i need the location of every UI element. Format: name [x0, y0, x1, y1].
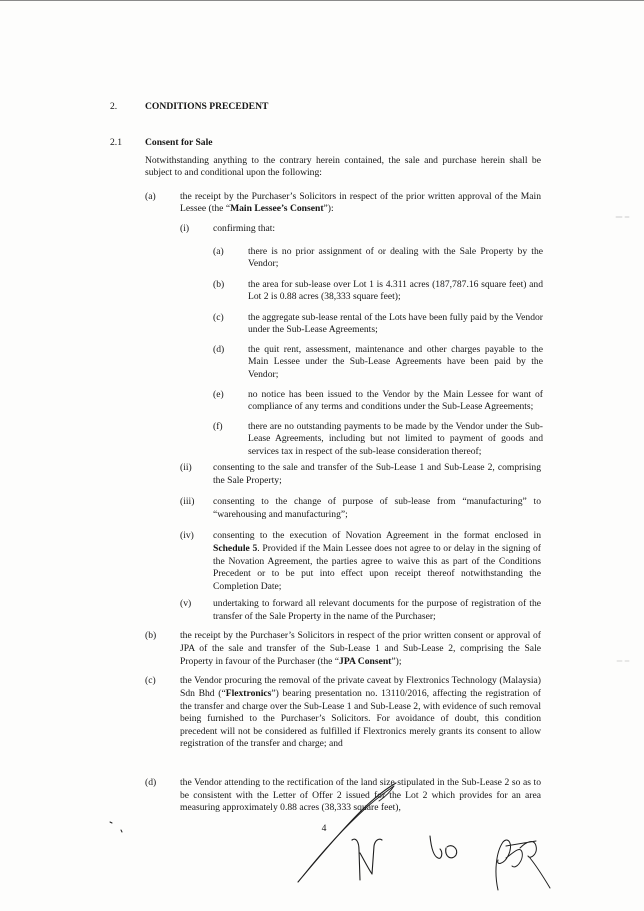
confirmation-item-f-text: there are no outstanding payments to be made by the Vendor under the Sub-Lease Agreements, including but not limited to payment of goods and services tax in respect of the sub-lease consideration thereof;: [248, 420, 543, 457]
confirmation-item-b-label: (b): [213, 278, 225, 290]
item-iv-text: [213, 530, 541, 593]
item-i-label: (i): [180, 222, 190, 234]
confirmation-item-d: [0, 344, 644, 382]
page-number: 4: [321, 823, 327, 834]
confirmation-item-c: [0, 312, 644, 337]
condition-a-label: (a): [145, 190, 156, 202]
condition-b: [0, 630, 644, 668]
item-i-text: confirming that:: [213, 222, 276, 234]
condition-c-label: (c): [145, 675, 156, 687]
condition-d: [0, 777, 644, 815]
clause-title: Consent for Sale: [145, 136, 213, 148]
confirmation-item-e-label: (e): [213, 388, 224, 400]
section-title: CONDITIONS PRECEDENT: [145, 100, 269, 112]
clause-intro: [0, 155, 644, 180]
condition-d-label: (d): [145, 776, 157, 788]
confirmation-item-a-text: there is no prior assignment of or dealing with the Sale Property by the Vendor;: [248, 245, 543, 270]
schedule-reference: Schedule 5: [213, 543, 258, 555]
confirmation-item-a: [0, 246, 644, 271]
condition-c: [0, 675, 644, 751]
confirmation-item-c-text: the aggregate sub-lease rental of the Lots have been fully paid by the Vendor under the Sub-Lease Agreements;: [248, 311, 543, 336]
clause-intro-text: Notwithstanding anything to the contrary herein contained, the sale and purchase herein shall be subject to and conditional upon the following:: [145, 154, 541, 179]
confirmation-item-d-label: (d): [213, 343, 225, 355]
item-iv-text-start: consenting to the execution of Novation Agreement in the format enclosed in: [213, 530, 541, 542]
condition-a-text: [180, 191, 541, 216]
confirmation-item-e: [0, 389, 644, 414]
confirmation-item-d-text: the quit rent, assessment, maintenance and other charges payable to the Main Lessee under the Sub-Lease Agreements have been paid by the Vendor;: [248, 343, 543, 380]
item-iii-label: (iii): [180, 496, 195, 508]
condition-a-item-v: [0, 598, 644, 623]
item-ii-text: consenting to the sale and transfer of the Sub-Lease 1 and Sub-Lease 2, comprising the Sale Property;: [213, 462, 541, 487]
defined-term-main-lessee-consent: Main Lessee’s Consent: [230, 203, 324, 215]
condition-c-text-start: the Vendor procuring the removal of the private caveat by Flextronics Technology (Malaysia) Sdn Bhd (“: [180, 675, 541, 699]
signature-initial-n: [352, 839, 382, 880]
clause-heading: [0, 137, 644, 150]
confirmation-item-b: [0, 279, 644, 304]
condition-d-text: the Vendor attending to the rectification of the land size stipulated in the Sub-Lease 2 so as to be consistent with the Letter of Offer 2 issued for the Lot 2 which provides for an area measuring approximately 0.88 acres (38,333 square feet),: [180, 776, 541, 814]
section-heading: [0, 101, 644, 114]
confirmation-item-c-label: (c): [213, 311, 224, 323]
defined-term-flextronics: Flextronics: [225, 687, 272, 699]
confirmation-item-f: [0, 421, 644, 459]
scan-edge: [0, 0, 644, 1]
condition-a-item-iii: [0, 496, 644, 521]
item-v-text: undertaking to forward all relevant documents for the purpose of registration of the transfer of the Sale Property in the name of the Purchaser;: [213, 598, 541, 623]
item-ii-label: (ii): [180, 462, 192, 474]
document-body: [0, 101, 644, 815]
signature-scribble: [496, 840, 550, 890]
condition-b-text-end: ”);: [391, 655, 402, 667]
condition-a-item-i: [0, 223, 644, 236]
condition-c-text-end: ”) bearing presentation no. 13110/2016, affecting the registration of the transfer and charge over the Sub-Lease 1 and Sub-Lease 2, with evidence of such removal being furnished to the Purchaser’s Solicitors. For avoidance of doubt, this condition precedent will not be considered as fulfilled if Flextronics merely grants its consent to allow registration of the transfer and charge; and: [180, 687, 541, 750]
condition-a-item-iv: [0, 530, 644, 593]
confirmation-item-f-label: (f): [213, 420, 223, 432]
defined-term-jpa-consent: JPA Consent: [339, 655, 392, 667]
ink-dot-2: [121, 830, 122, 832]
condition-b-label: (b): [145, 630, 157, 642]
condition-a-text-start: the receipt by the Purchaser’s Solicitors in respect of the prior written approval of the Main Lessee (the “: [180, 190, 541, 215]
section-number: 2.: [110, 100, 118, 112]
condition-b-text: [180, 630, 541, 668]
condition-c-text: [180, 675, 541, 751]
item-iv-text-end: . Provided if the Main Lessee does not agree to or delay in the signing of the Novation Agreement, the parties agree to waive this as part of the Conditions Precedent or to be put into effect upon receipt thereof notwithstanding the Completion Date;: [213, 543, 541, 592]
confirmation-item-e-text: no notice has been issued to the Vendor by the Main Lessee for want of compliance of any terms and conditions under the Sub-Lease Agreements;: [248, 388, 543, 413]
clause-number: 2.1: [110, 136, 122, 148]
item-iv-label: (iv): [180, 530, 194, 542]
signature-initial-lo: [430, 836, 457, 858]
ink-dot-1: [110, 822, 112, 823]
condition-a-text-end: ”):: [323, 203, 334, 215]
item-v-label: (v): [180, 598, 192, 610]
condition-a: [0, 191, 644, 216]
condition-b-text-start: the receipt by the Purchaser’s Solicitors in respect of the prior written consent or approval of JPA of the sale and transfer of the Sub-Lease 1 and Sub-Lease 2, comprising the Sale Property in favour of the Purchaser (the “: [180, 630, 541, 667]
confirmation-item-b-text: the area for sub-lease over Lot 1 is 4.311 acres (187,787.16 square feet) and Lot 2 is 0.88 acres (38,333 square feet);: [248, 278, 543, 303]
condition-a-item-ii: [0, 462, 644, 487]
confirmation-item-a-label: (a): [213, 245, 224, 257]
item-iii-text: consenting to the change of purpose of sub-lease from “manufacturing” to “warehousing and manufacturing”;: [213, 496, 541, 521]
